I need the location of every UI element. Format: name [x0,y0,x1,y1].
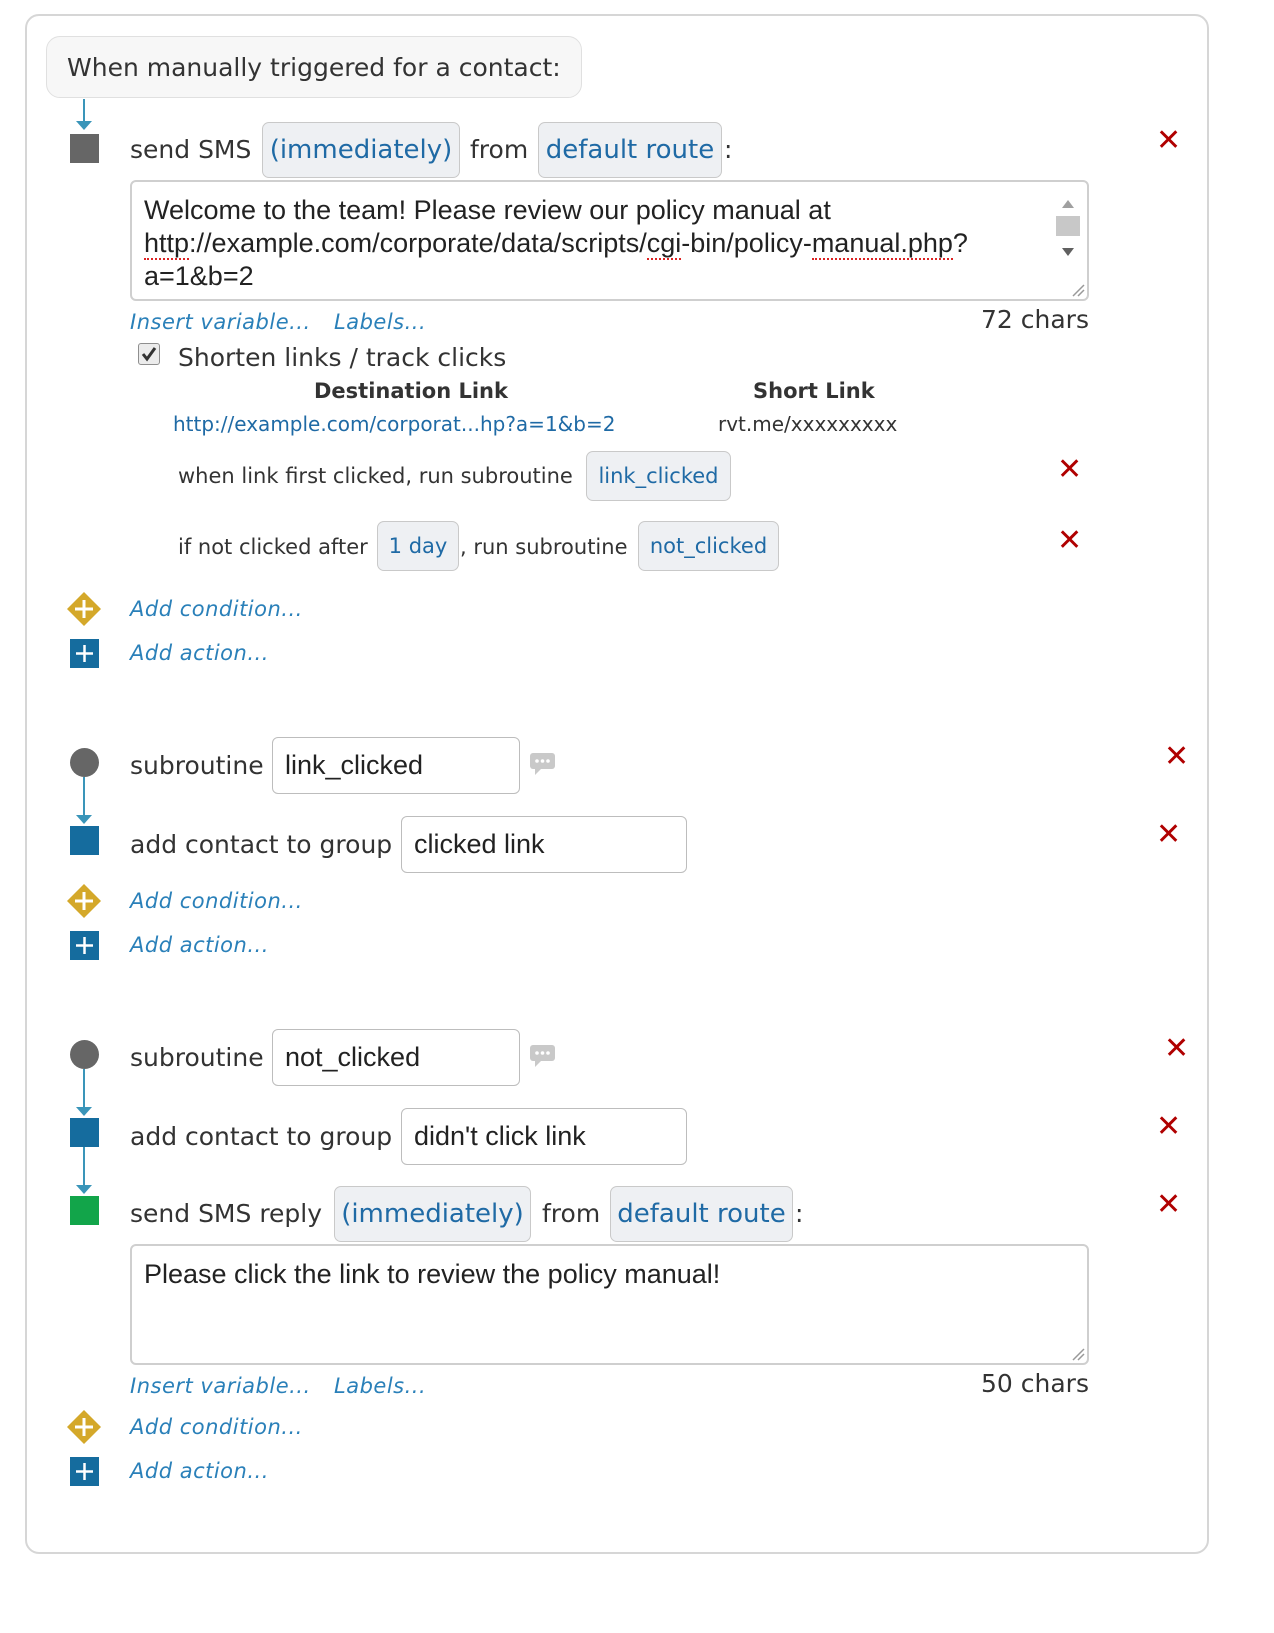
delete-icon[interactable]: ✕ [1164,1031,1190,1066]
scrollbar-icon [1053,186,1083,268]
route-button[interactable]: default route [538,122,722,178]
delete-icon[interactable]: ✕ [1164,739,1190,774]
notclicked-text-b: , run subroutine [460,535,628,559]
reply-node-icon [70,1196,99,1225]
char-count: 50 chars [981,1369,1089,1398]
flow-connector [83,99,85,123]
group-name-input[interactable]: didn't click link [401,1108,687,1165]
delete-icon[interactable]: ✕ [1156,1187,1182,1222]
resize-handle-icon[interactable] [1071,283,1085,297]
comment-icon[interactable] [529,752,557,776]
delete-icon[interactable]: ✕ [1057,452,1083,487]
from-label: from [470,135,529,164]
spell-error: manual.php [811,228,953,258]
send-sms-label: send SMS [130,135,252,164]
add-to-group-label: add contact to group [130,830,393,859]
char-count: 72 chars [981,305,1089,334]
shorten-links-label: Shorten links / track clicks [178,343,507,372]
flow-connector [83,777,85,817]
send-sms-node-icon [70,134,99,163]
check-icon [139,344,159,364]
subroutine-label: subroutine [130,751,264,780]
spell-error: http [144,228,190,258]
destination-link[interactable]: http://example.com/corporat...hp?a=1&b=2 [173,412,616,436]
shorten-links-checkbox[interactable] [138,343,160,365]
message-line [144,227,1041,260]
resize-handle-icon[interactable] [1071,1347,1085,1361]
group-name-input[interactable]: clicked link [401,816,687,873]
add-action-link[interactable]: Add action... [130,933,269,957]
flow-arrow [76,121,92,130]
table-header-destination: Destination Link [314,379,508,403]
add-action-icon[interactable] [70,931,99,960]
add-condition-link[interactable]: Add condition... [130,597,303,621]
message-text: -bin/policy- [681,228,812,258]
message-line: a=1&b=2 [144,261,254,291]
flow-arrow [76,1185,92,1194]
sms-message-textarea[interactable] [130,180,1089,301]
add-to-group-label: add contact to group [130,1122,393,1151]
add-condition-link[interactable]: Add condition... [130,889,303,913]
insert-variable-link[interactable]: Insert variable... [130,310,311,334]
send-sms-reply-label: send SMS reply [130,1199,323,1228]
add-action-link[interactable]: Add action... [130,1459,269,1483]
delete-icon[interactable]: ✕ [1057,523,1083,558]
labels-link[interactable]: Labels... [334,310,427,334]
flow-arrow [76,1107,92,1116]
labels-link[interactable]: Labels... [334,1374,427,1398]
subroutine-name-input[interactable]: not_clicked [272,1029,520,1086]
from-label: from [542,1199,601,1228]
colon-label: : [795,1199,804,1228]
subroutine-label: subroutine [130,1043,264,1072]
message-line: Please click the link to review the policy manual! [144,1259,721,1289]
comment-icon[interactable] [529,1044,557,1068]
table-header-short: Short Link [753,379,875,403]
add-action-icon[interactable] [70,639,99,668]
delete-icon[interactable]: ✕ [1156,123,1182,158]
delete-icon[interactable]: ✕ [1156,817,1182,852]
add-condition-icon[interactable] [66,1409,102,1445]
flow-connector [83,1147,85,1187]
insert-variable-link[interactable]: Insert variable... [130,1374,311,1398]
message-text: ? [952,228,968,258]
timing-button[interactable]: (immediately) [334,1186,531,1242]
delay-button[interactable]: 1 day [377,521,459,571]
trigger-box [46,36,582,98]
spell-error: cgi [646,228,682,258]
flow-arrow [76,815,92,824]
add-condition-icon[interactable] [66,883,102,919]
sms-reply-textarea[interactable] [130,1244,1089,1365]
subroutine-name-input[interactable]: link_clicked [272,737,520,794]
add-action-icon[interactable] [70,1457,99,1486]
notclicked-subroutine-button[interactable]: not_clicked [638,521,779,571]
delete-icon[interactable]: ✕ [1156,1109,1182,1144]
clicked-subroutine-button[interactable]: link_clicked [586,451,731,501]
clicked-text: when link first clicked, run subroutine [178,464,573,488]
add-action-link[interactable]: Add action... [130,641,269,665]
subroutine-node-icon [70,1040,99,1069]
trigger-label: When manually triggered for a contact: [67,53,561,82]
group-action-node-icon [70,1118,99,1147]
timing-button[interactable]: (immediately) [262,122,460,178]
add-condition-link[interactable]: Add condition... [130,1415,303,1439]
subroutine-node-icon [70,748,99,777]
short-link: rvt.me/xxxxxxxxx [718,412,898,436]
route-button[interactable]: default route [610,1186,793,1242]
add-condition-icon[interactable] [66,591,102,627]
message-text: ://example.com/corporate/data/scripts/ [189,228,647,258]
colon-label: : [724,135,733,164]
textarea-scrollbar[interactable] [1053,186,1083,268]
message-line: Welcome to the team! Please review our policy manual at [144,195,831,225]
notclicked-text: if not clicked after [178,535,368,559]
group-action-node-icon [70,826,99,855]
flow-connector [83,1069,85,1109]
